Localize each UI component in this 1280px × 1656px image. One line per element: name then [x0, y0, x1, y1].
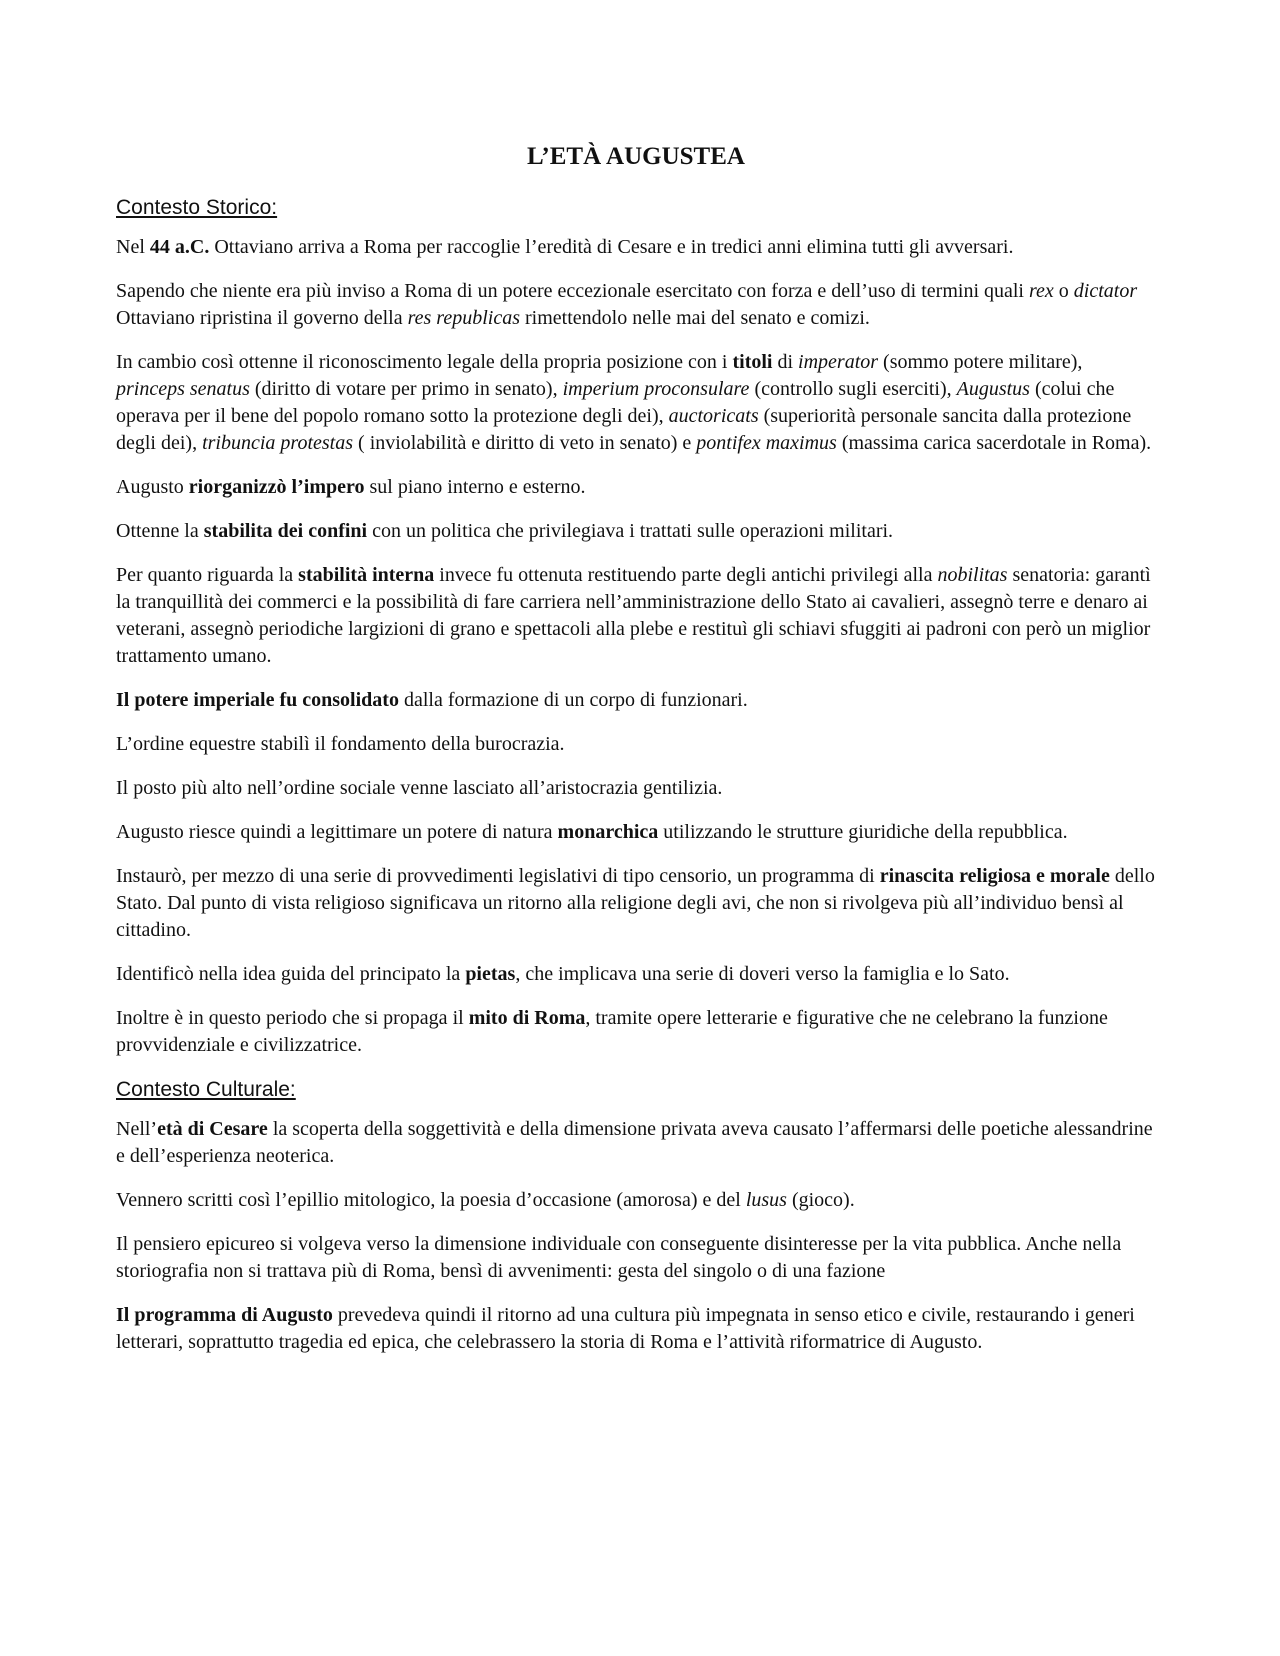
- section-heading-culturale: Contesto Culturale:: [116, 1078, 296, 1101]
- paragraph: Il potere imperiale fu consolidato dalla formazione di un corpo di funzionari.: [116, 689, 748, 711]
- paragraph: Vennero scritti così l’epillio mitologico, la poesia d’occasione (amorosa) e del lusus (gioco).: [116, 1189, 855, 1211]
- paragraph: Per quanto riguarda la stabilità interna invece fu ottenuta restituendo parte degli antichi privilegi alla nobilitas senatoria: garantì la tranquillità dei commerci e la possibilità di fare carriera nell’amministrazione dello Stato ai cavalieri, assegnò terre e denaro ai veterani, assegnò periodiche largizioni di grano e spettacoli alla plebe e restituì gli schiavi sfuggiti ai padroni con però un miglior trattamento umano.: [116, 564, 1151, 667]
- section-heading-storico: Contesto Storico:: [116, 196, 278, 219]
- paragraph: Augusto riesce quindi a legittimare un potere di natura monarchica utilizzando le strutture giuridiche della repubblica.: [116, 821, 1068, 843]
- paragraph: Nell’età di Cesare la scoperta della soggettività e della dimensione privata aveva causato l’affermarsi delle poetiche alessandrine e dell’esperienza neoterica.: [116, 1118, 1153, 1167]
- paragraph: Identificò nella idea guida del principato la pietas, che implicava una serie di doveri verso la famiglia e lo Sato.: [116, 963, 1010, 985]
- paragraph: Il posto più alto nell’ordine sociale venne lasciato all’aristocrazia gentilizia.: [116, 777, 723, 799]
- paragraph: In cambio così ottenne il riconoscimento legale della propria posizione con i titoli di imperator (sommo potere militare), princeps senatus (diritto di votare per primo in senato), imperium proconsulare (controllo sugli eserciti), Augustus (colui che operava per il bene del popolo romano sotto la protezione degli dei), auctoricats (superiorità personale sancita dalla protezione degli dei), tribuncia protestas ( inviolabilità e diritto di veto in senato) e pontifex maximus (massima carica sacerdotale in Roma).: [116, 351, 1152, 454]
- document-page: [116, 140, 1156, 1373]
- paragraph: Inoltre è in questo periodo che si propaga il mito di Roma, tramite opere letterarie e figurative che ne celebrano la funzione provvidenziale e civilizzatrice.: [116, 1007, 1108, 1056]
- paragraph: Sapendo che niente era più inviso a Roma di un potere eccezionale esercitato con forza e dell’uso di termini quali rex o dictator Ottaviano ripristina il governo della res republicas rimettendolo nelle mai del senato e comizi.: [116, 280, 1138, 329]
- paragraph: Il pensiero epicureo si volgeva verso la dimensione individuale con conseguente disinteresse per la vita pubblica. Anche nella storiografia non si trattava più di Roma, bensì di avvenimenti: gesta del singolo o di una fazione: [116, 1233, 1122, 1282]
- document-title: L’ETÀ AUGUSTEA: [527, 143, 745, 170]
- paragraph: Augusto riorganizzò l’impero sul piano interno e esterno.: [116, 476, 586, 498]
- paragraph: Il programma di Augusto prevedeva quindi il ritorno ad una cultura più impegnata in senso etico e civile, restaurando i generi letterari, soprattutto tragedia ed epica, che celebrassero la storia di Roma e l’attività riformatrice di Augusto.: [116, 1304, 1135, 1353]
- paragraph: L’ordine equestre stabilì il fondamento della burocrazia.: [116, 733, 565, 755]
- paragraph: Ottenne la stabilita dei confini con un politica che privilegiava i trattati sulle operazioni militari.: [116, 520, 894, 542]
- paragraph: Instaurò, per mezzo di una serie di provvedimenti legislativi di tipo censorio, un programma di rinascita religiosa e morale dello Stato. Dal punto di vista religioso significava un ritorno alla religione degli avi, che non si rivolgeva più all’individuo bensì al cittadino.: [116, 865, 1155, 941]
- paragraph: Nel 44 a.C. Ottaviano arriva a Roma per raccoglie l’eredità di Cesare e in tredici anni elimina tutti gli avversari.: [116, 236, 1014, 258]
